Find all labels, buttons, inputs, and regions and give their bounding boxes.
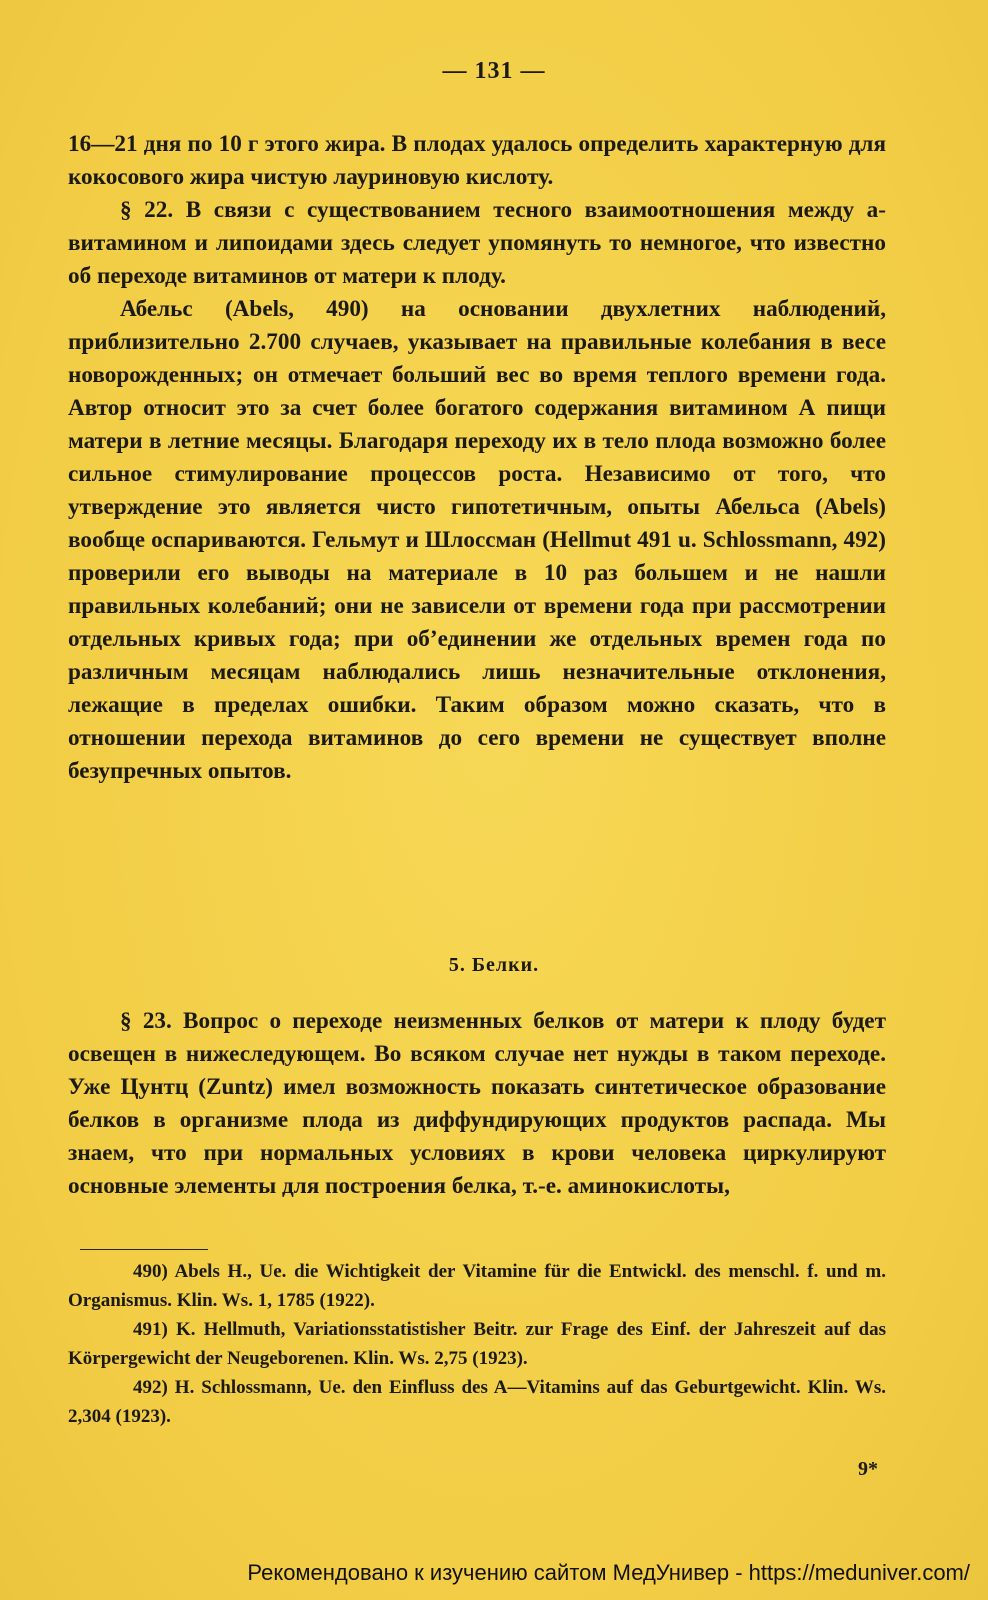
paragraph-3: Абельс (Abels, 490) на основании двухлетних наблюдений, приблизительно 2.700 случаев, указывает на правильные колебания в весе новорожденных; он отмечает больший вес во время теплого времени года. Автор относит это за счет более богатого содержания витамином А пищи матери в летние месяцы. Благодаря переходу их в тело плода возможно более сильное стимулирование процессов роста. Независимо от того, что утверждение это является чисто гипотетичным, опыты Абельса (Abels) вообще оспариваются. Гельмут и Шлоссман (Hellmut 491 u. Schlossmann, 492) проверили его выводы на материале в 10 раз большем и не нашли правильных колебаний; они не зависели от времени года при рассмотрении отдельных кривых года; при об’единении же отдельных времен года по различным месяцам наблюдались лишь незначительные отклонения, лежащие в пределах ошибки. Таким образом можно сказать, что в отношении перехода витаминов до сего времени не существует вполне безупречных опытов. xyxy=(68,296,886,784)
signature-mark: 9* xyxy=(858,1458,878,1480)
section-title: 5. Белки. xyxy=(448,954,540,976)
page-number: — 131 — xyxy=(442,58,546,84)
footnote-490: 490) Abels H., Ue. die Wichtigkeit der Vitamine für die Entwickl. des menschl. f. und m. Organismus. Klin. Ws. 1, 1785 (1922). xyxy=(68,1261,886,1311)
section-text xyxy=(68,1005,886,1203)
footer-watermark: Рекомендовано к изучению сайтом МедУнивер - https://meduniver.com/ xyxy=(247,1560,970,1585)
footnote-divider xyxy=(80,1249,208,1250)
footnotes xyxy=(68,1257,886,1431)
paragraph-2: § 22. В связи с существованием тесного взаимоотношения между а-витамином и липоидами здесь следует упомянуть то немногое, что известно об переходе витаминов от матери к плоду. xyxy=(68,197,886,289)
paragraph-4: § 23. Вопрос о переходе неизменных белков от матери к плоду будет освещен в нижеследующем. Во всяком случае нет нужды в таком переходе. Уже Цунтц (Zuntz) имел возможность показать синтетическое образование белков в организме плода из диффундирующих продуктов распада. Мы знаем, что при нормальных условиях в крови человека циркулируют основные элементы для построения белка, т.-е. аминокислоты, xyxy=(68,1008,886,1199)
footnote-491: 491) K. Hellmuth, Variationsstatistisher Beitr. zur Frage des Einf. der Jahreszeit auf das Körpergewicht der Neugeborenen. Klin. Ws. 2,75 (1923). xyxy=(68,1319,886,1369)
paragraph-1: 16—21 дня по 10 г этого жира. В плодах удалось определить характерную для кокосового жира чистую лауриновую кислоту. xyxy=(68,131,886,190)
main-text xyxy=(68,128,886,788)
footnote-492: 492) H. Schlossmann, Ue. den Einfluss des A—Vitamins auf das Geburtgewicht. Klin. Ws. 2,304 (1923). xyxy=(68,1377,886,1427)
